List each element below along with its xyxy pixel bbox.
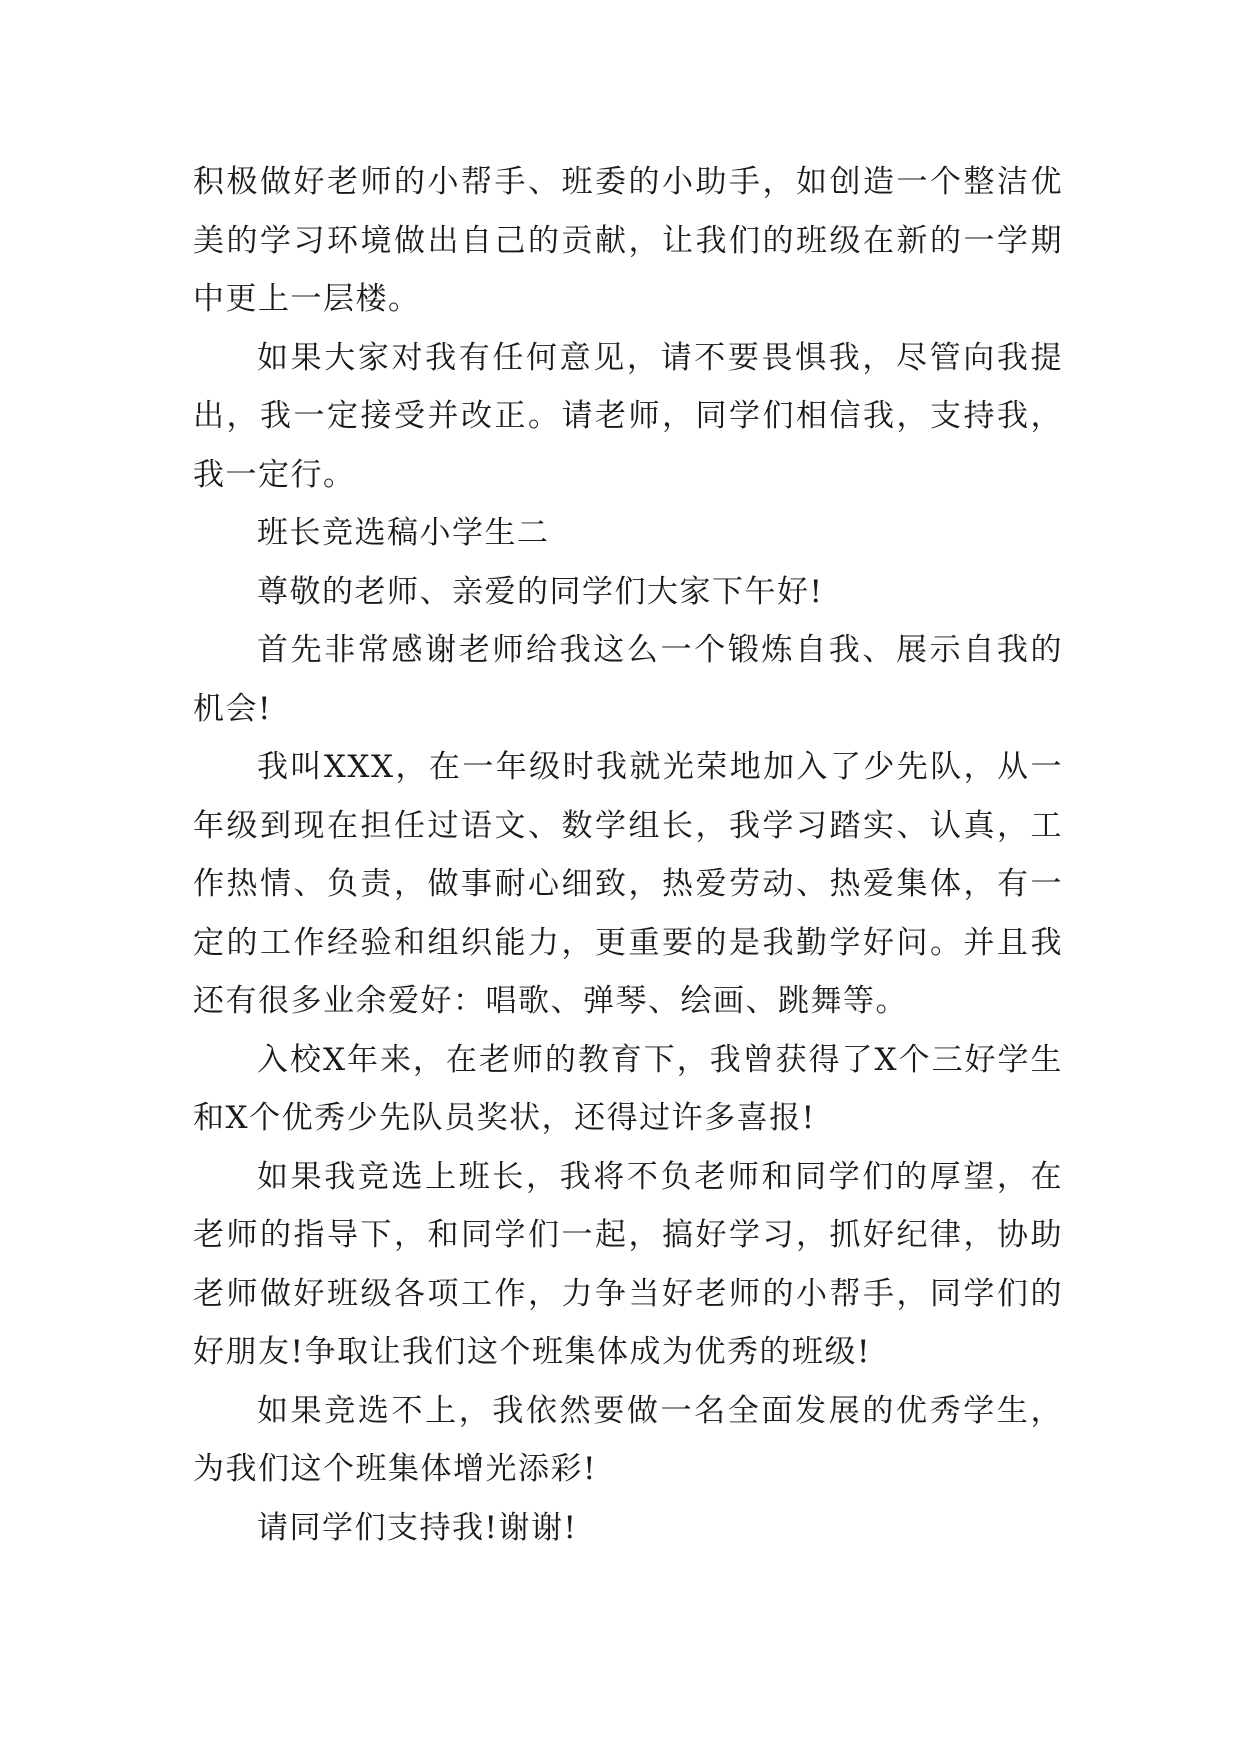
paragraph: 入校X年来，在老师的教育下，我曾获得了X个三好学生和X个优秀少先队员奖状，还得过许多喜报!: [193, 1041, 1063, 1136]
paragraph: 首先非常感谢老师给我这么一个锻炼自我、展示自我的机会!: [193, 632, 1063, 727]
paragraph: 如果竞选不上，我依然要做一名全面发展的优秀学生，为我们这个班集体增光添彩!: [193, 1392, 1063, 1487]
paragraph: 我叫XXX，在一年级时我就光荣地加入了少先队，从一年级到现在担任过语文、数学组长，我学习踏实、认真，工作热情、负责，做事耐心细致，热爱劳动、热爱集体，有一定的工作经验和组织能力，更重要的是我勤学好问。并且我还有很多业余爱好：唱歌、弹琴、绘画、跳舞等。: [193, 749, 1063, 1019]
paragraph: 积极做好老师的小帮手、班委的小助手，如创造一个整洁优美的学习环境做出自己的贡献，让我们的班级在新的一学期中更上一层楼。: [193, 164, 1063, 317]
closing: 请同学们支持我!谢谢!: [257, 1509, 578, 1546]
body-text: [193, 153, 1063, 1557]
section-heading: 班长竞选稿小学生二: [257, 515, 550, 551]
greeting: 尊敬的老师、亲爱的同学们大家下午好!: [257, 573, 824, 610]
paragraph: 如果我竞选上班长，我将不负老师和同学们的厚望，在老师的指导下，和同学们一起，搞好学习，抓好纪律，协助老师做好班级各项工作，力争当好老师的小帮手，同学们的好朋友!争取让我们这个班集体成为优秀的班级!: [193, 1158, 1063, 1370]
paragraph: 如果大家对我有任何意见，请不要畏惧我，尽管向我提出，我一定接受并改正。请老师，同学们相信我，支持我，我一定行。: [193, 339, 1063, 493]
